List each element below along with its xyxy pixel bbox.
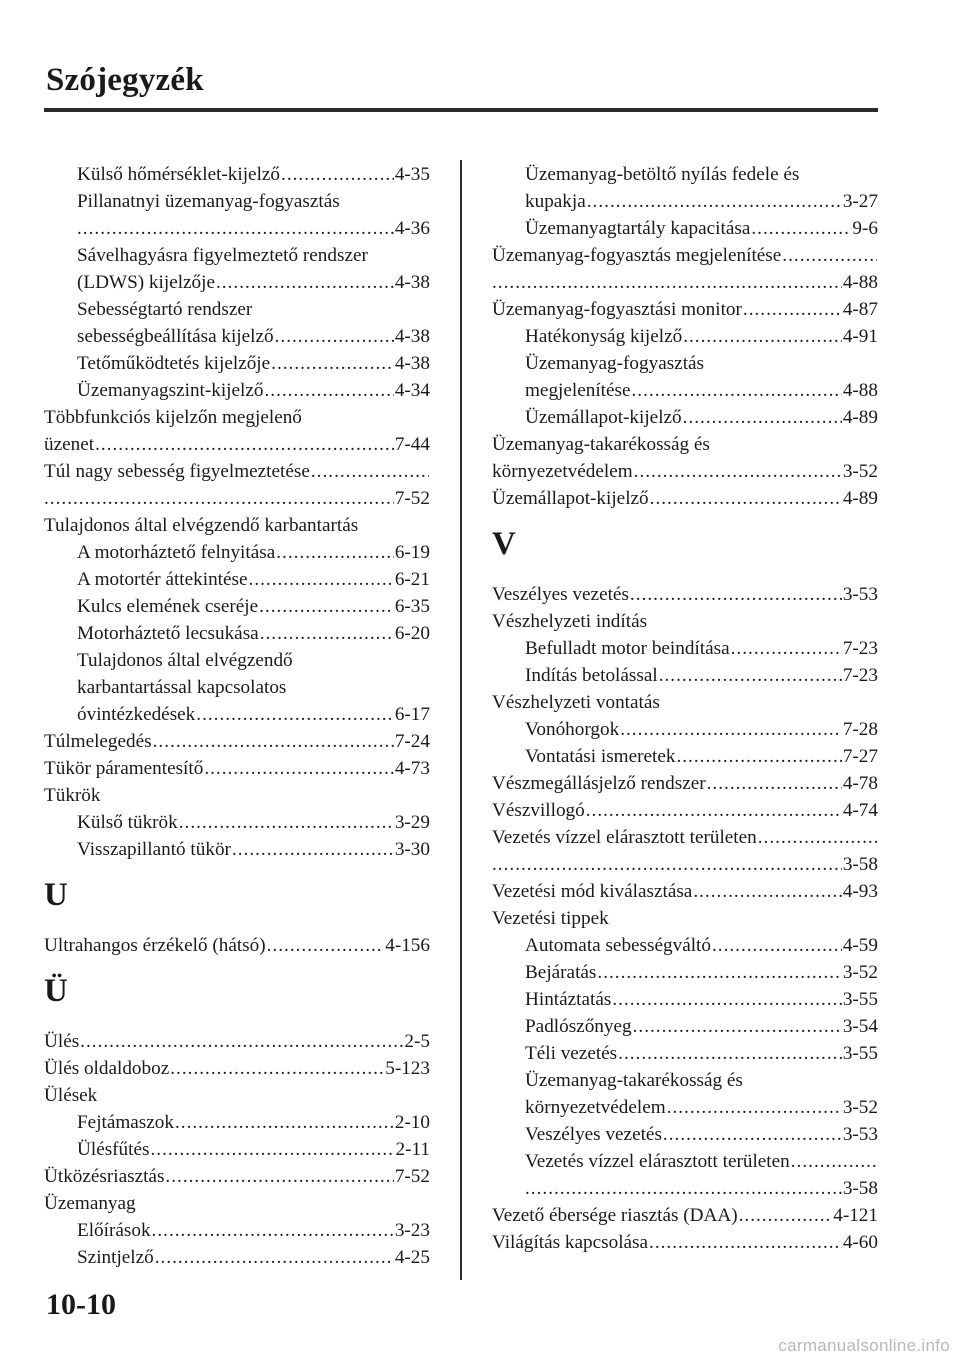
dot-leader — [782, 242, 877, 269]
index-column-right — [492, 161, 878, 1256]
index-entry-term: (LDWS) kijelzője — [77, 272, 215, 293]
watermark: carmanualsonline.info — [778, 1336, 950, 1355]
index-entry-page: 3-30 — [394, 839, 430, 860]
index-entry-page: 6-19 — [394, 542, 430, 563]
dot-leader — [150, 1136, 394, 1163]
index-entry — [492, 797, 878, 824]
dot-leader — [175, 1109, 394, 1136]
index-heading: Vészhelyzeti indítás — [492, 611, 648, 632]
index-entry — [44, 728, 430, 755]
index-entry-page: 6-21 — [394, 569, 430, 590]
index-entry-page: 3-52 — [842, 1097, 878, 1118]
index-entry-page: 6-20 — [394, 623, 430, 644]
dot-leader — [196, 701, 394, 728]
index-entry-term: Veszélyes vezetés — [525, 1124, 662, 1145]
index-entry-term: Üzemanyag-fogyasztási monitor — [492, 299, 742, 320]
index-entry — [44, 215, 430, 242]
index-entry — [44, 620, 430, 647]
index-entry-term: Vészmegállásjelző rendszer — [492, 773, 706, 794]
index-entry-page: 7-23 — [842, 665, 878, 686]
dot-leader — [743, 296, 842, 323]
index-entry-page: 3-55 — [842, 989, 878, 1010]
index-entry-page: 2-10 — [394, 1112, 430, 1133]
index-entry-page: 4-59 — [842, 935, 878, 956]
index-entry-term: Ultrahangos érzékelő (hátsó) — [44, 935, 266, 956]
index-entry — [492, 188, 878, 215]
index-entry-term: Bejáratás — [525, 962, 597, 983]
index-entry — [492, 770, 878, 797]
index-entry — [492, 485, 878, 512]
index-entry — [44, 593, 430, 620]
index-entry — [492, 377, 878, 404]
index-entry — [492, 1013, 878, 1040]
page-number: 10-10 — [46, 1288, 116, 1321]
index-entry-page: 4-34 — [394, 380, 430, 401]
index-entry-term: Vontatási ismeretek — [525, 746, 676, 767]
index-entry-term: Vezetési mód kiválasztása — [492, 881, 693, 902]
index-entry-page: 5-123 — [385, 1058, 430, 1079]
index-entry-term: Üzemanyagtartály kapacitása — [525, 218, 751, 239]
index-entry-page: 4-35 — [394, 164, 430, 185]
index-entry-term: Kulcs elemének cseréje — [77, 596, 259, 617]
index-entry-page: 4-88 — [842, 380, 878, 401]
index-entry — [44, 836, 430, 863]
section-letter: V — [492, 526, 516, 562]
index-entry-page: 4-89 — [842, 488, 878, 509]
index-entry-term: kupakja — [525, 191, 586, 212]
section-letter: U — [44, 877, 68, 913]
index-entry — [492, 716, 878, 743]
index-entry — [492, 959, 878, 986]
index-entry — [44, 1136, 430, 1163]
index-entry-term: Vészvillogó — [492, 800, 585, 821]
index-entry-page: 3-55 — [842, 1043, 878, 1064]
index-entry — [492, 662, 878, 689]
dot-leader — [260, 620, 394, 647]
dot-leader — [281, 161, 394, 188]
index-entry-page: 6-17 — [394, 704, 430, 725]
index-entry-term: Ütközésriasztás — [44, 1166, 165, 1187]
index-entry — [492, 242, 878, 269]
dot-leader — [667, 1094, 842, 1121]
dot-leader — [275, 323, 394, 350]
index-entry-page: 3-54 — [842, 1016, 878, 1037]
index-entry-term: Padlószőnyeg — [525, 1016, 632, 1037]
index-entry-term: környezetvédelem — [492, 461, 633, 482]
index-entry-page: 4-91 — [842, 326, 878, 347]
dot-leader — [492, 851, 842, 878]
index-entry-page: 3-27 — [842, 191, 878, 212]
index-entry — [492, 851, 878, 878]
index-entry-term: Hintáztatás — [525, 989, 612, 1010]
index-entry-page: 2-11 — [395, 1139, 430, 1160]
index-entry-term: Fejtámaszok — [77, 1112, 174, 1133]
dot-leader — [216, 269, 394, 296]
index-entry-term: Indítás betolással — [525, 665, 658, 686]
index-entry — [44, 809, 430, 836]
index-entry-term: Tükör páramentesítő — [44, 758, 204, 779]
index-entry — [44, 539, 430, 566]
index-entry-page: 3-53 — [842, 1124, 878, 1145]
index-entry — [492, 1148, 878, 1175]
index-entry-term: Előírások — [77, 1220, 151, 1241]
index-entry — [492, 458, 878, 485]
dot-leader — [612, 986, 842, 1013]
index-entry — [492, 1202, 878, 1229]
dot-leader — [630, 581, 842, 608]
dot-leader — [170, 1055, 384, 1082]
index-entry — [492, 1175, 878, 1202]
index-entry — [44, 323, 430, 350]
index-entry — [492, 1094, 878, 1121]
index-entry-page: 4-93 — [842, 881, 878, 902]
index-entry-page: 3-23 — [394, 1220, 430, 1241]
dot-leader — [758, 824, 877, 851]
dot-leader — [95, 431, 394, 458]
dot-leader — [634, 458, 842, 485]
dot-leader — [152, 1217, 394, 1244]
index-entry-term: Üzemállapot-kijelző — [525, 407, 682, 428]
index-entry — [44, 1163, 430, 1190]
index-entry-page: 7-24 — [394, 731, 430, 752]
dot-leader — [77, 215, 394, 242]
index-entry-term: Automata sebességváltó — [525, 935, 711, 956]
index-entry — [492, 215, 878, 242]
index-entry-page: 3-52 — [842, 461, 878, 482]
index-entry-page: 4-38 — [394, 326, 430, 347]
dot-leader — [632, 377, 842, 404]
index-entry-page: 4-36 — [394, 218, 430, 239]
index-entry-page: 4-73 — [394, 758, 430, 779]
index-heading: Tükrök — [44, 785, 101, 806]
index-entry — [44, 1055, 430, 1082]
index-entry-term: megjelenítése — [525, 380, 631, 401]
index-entry-term: Külső tükrök — [77, 812, 178, 833]
index-entry-term: Tetőműködtetés kijelzője — [77, 353, 271, 374]
index-heading: Tulajdonos által elvégzendő karbantartás — [44, 515, 359, 536]
index-entry-page: 7-52 — [394, 488, 430, 509]
index-entry-page: 4-121 — [833, 1205, 878, 1226]
index-entry-page: 4-60 — [842, 1232, 878, 1253]
page-title: Szójegyzék — [46, 62, 204, 98]
index-entry-term: Ülés — [44, 1031, 80, 1052]
index-entry-page: 7-23 — [842, 638, 878, 659]
dot-leader — [267, 932, 385, 959]
index-entry-page: 4-38 — [394, 353, 430, 374]
index-entry-term: Téli vezetés — [525, 1043, 618, 1064]
index-entry-page: 4-88 — [842, 272, 878, 293]
index-entry-term: Üzemállapot-kijelző — [492, 488, 649, 509]
index-entry-term: Vezető ébersége riasztás (DAA) — [492, 1205, 738, 1226]
dot-leader — [587, 188, 842, 215]
dot-leader — [492, 269, 842, 296]
index-entry-term: Ülésfűtés — [77, 1139, 150, 1160]
dot-leader — [276, 539, 394, 566]
index-entry — [44, 755, 430, 782]
dot-leader — [618, 1040, 842, 1067]
index-entry — [492, 635, 878, 662]
dot-leader — [153, 728, 394, 755]
index-entry-term: óvintézkedések — [77, 704, 196, 725]
index-entry-term: Befulladt motor beindítása — [525, 638, 730, 659]
dot-leader — [751, 215, 851, 242]
dot-leader — [649, 1229, 842, 1256]
index-entry-page: 7-27 — [842, 746, 878, 767]
index-entry-page: 4-74 — [842, 800, 878, 821]
index-heading: Tulajdonos által elvégzendő — [77, 650, 293, 671]
header-rule — [44, 108, 878, 112]
dot-leader — [707, 770, 842, 797]
dot-leader — [683, 323, 842, 350]
index-entry — [44, 932, 430, 959]
index-column-left — [44, 161, 430, 1271]
index-entry — [492, 581, 878, 608]
index-entry-term: sebességbeállítása kijelző — [77, 326, 274, 347]
dot-leader — [663, 1121, 842, 1148]
dot-leader — [731, 635, 842, 662]
index-entry-term: üzenet — [44, 434, 95, 455]
index-heading: Üzemanyag-fogyasztás — [525, 353, 705, 374]
index-entry-page: 3-58 — [842, 854, 878, 875]
index-entry-page: 7-28 — [842, 719, 878, 740]
index-entry-term: Hatékonyság kijelző — [525, 326, 683, 347]
index-entry — [44, 1217, 430, 1244]
index-entry-term: Világítás kapcsolása — [492, 1232, 649, 1253]
index-entry-page: 7-44 — [394, 434, 430, 455]
index-entry-term: Veszélyes vezetés — [492, 584, 629, 605]
index-entry — [492, 404, 878, 431]
index-entry — [44, 1109, 430, 1136]
dot-leader — [232, 836, 394, 863]
index-entry — [492, 878, 878, 905]
dot-leader — [179, 809, 394, 836]
index-entry-term: A motorháztető felnyitása — [77, 542, 276, 563]
index-entry — [492, 323, 878, 350]
index-entry — [492, 1121, 878, 1148]
index-entry — [492, 1229, 878, 1256]
dot-leader — [264, 377, 393, 404]
dot-leader — [739, 1202, 833, 1229]
index-entry — [492, 932, 878, 959]
index-entry-term: Túl nagy sebesség figyelmeztetése — [44, 461, 310, 482]
index-entry-term: Túlmelegedés — [44, 731, 152, 752]
index-entry-page: 3-53 — [842, 584, 878, 605]
index-entry-term: A motortér áttekintése — [77, 569, 248, 590]
column-divider — [460, 160, 462, 1280]
dot-leader — [80, 1028, 403, 1055]
dot-leader — [44, 485, 394, 512]
index-entry-term: Üzemanyagszint-kijelző — [77, 380, 264, 401]
dot-leader — [676, 743, 841, 770]
section-letter: Ü — [44, 973, 68, 1009]
index-entry — [44, 161, 430, 188]
index-entry — [44, 1244, 430, 1271]
index-entry-page: 7-52 — [394, 1166, 430, 1187]
dot-leader — [259, 593, 394, 620]
dot-leader — [249, 566, 394, 593]
index-entry — [44, 377, 430, 404]
index-entry-page: 3-29 — [394, 812, 430, 833]
dot-leader — [597, 959, 841, 986]
index-entry-page: 4-87 — [842, 299, 878, 320]
index-entry-page: 4-156 — [385, 935, 430, 956]
index-entry-page: 4-25 — [394, 1247, 430, 1268]
index-entry-term: Vezetés vízzel elárasztott területen — [525, 1151, 790, 1172]
index-heading: karbantartással kapcsolatos — [77, 677, 287, 698]
index-entry — [44, 269, 430, 296]
index-entry-term: Szintjelző — [77, 1247, 154, 1268]
index-entry-term: Visszapillantó tükör — [77, 839, 231, 860]
index-heading: Többfunkciós kijelzőn megjelenő — [44, 407, 302, 428]
index-entry — [492, 269, 878, 296]
index-entry — [44, 431, 430, 458]
index-heading: Sebességtartó rendszer — [77, 299, 253, 320]
index-heading: Üzemanyag — [44, 1193, 136, 1214]
index-entry — [492, 743, 878, 770]
index-entry-term: Vezetés vízzel elárasztott területen — [492, 827, 757, 848]
index-entry-page: 3-52 — [842, 962, 878, 983]
dot-leader — [633, 1013, 842, 1040]
index-entry-term: Ülés oldaldoboz — [44, 1058, 170, 1079]
index-entry — [492, 824, 878, 851]
dot-leader — [586, 797, 842, 824]
index-entry-page: 4-78 — [842, 773, 878, 794]
index-entry-term: környezetvédelem — [525, 1097, 666, 1118]
index-entry-page: 4-38 — [394, 272, 430, 293]
index-entry-term: Vonóhorgok — [525, 719, 620, 740]
index-heading: Üzemanyag-betöltő nyílás fedele és — [525, 164, 800, 185]
index-entry-page: 6-35 — [394, 596, 430, 617]
index-entry-page: 9-6 — [852, 218, 878, 239]
dot-leader — [683, 404, 842, 431]
index-entry — [492, 1040, 878, 1067]
index-entry-term: Üzemanyag-fogyasztás megjelenítése — [492, 245, 782, 266]
dot-leader — [204, 755, 394, 782]
index-entry-page: 4-89 — [842, 407, 878, 428]
index-entry-page: 2-5 — [404, 1031, 430, 1052]
index-heading: Üzemanyag-takarékosság és — [525, 1070, 743, 1091]
index-heading: Pillanatnyi üzemanyag-fogyasztás — [77, 191, 340, 212]
index-entry-page: 3-58 — [842, 1178, 878, 1199]
dot-leader — [659, 662, 842, 689]
index-entry — [44, 350, 430, 377]
index-heading: Üzemanyag-takarékosság és — [492, 434, 710, 455]
index-entry-term: Külső hőmérséklet-kijelző — [77, 164, 281, 185]
dot-leader — [155, 1244, 394, 1271]
index-entry — [44, 1028, 430, 1055]
index-heading: Vészhelyzeti vontatás — [492, 692, 660, 713]
dot-leader — [620, 716, 842, 743]
dot-leader — [650, 485, 842, 512]
index-entry — [44, 566, 430, 593]
index-entry — [44, 458, 430, 485]
index-entry — [492, 986, 878, 1013]
dot-leader — [712, 932, 842, 959]
index-entry — [44, 485, 430, 512]
index-heading: Ülések — [44, 1085, 98, 1106]
dot-leader — [791, 1148, 877, 1175]
dot-leader — [311, 458, 429, 485]
index-entry — [492, 296, 878, 323]
dot-leader — [271, 350, 394, 377]
index-heading: Sávelhagyásra figyelmeztető rendszer — [77, 245, 368, 266]
index-entry — [44, 701, 430, 728]
dot-leader — [525, 1175, 842, 1202]
dot-leader — [165, 1163, 393, 1190]
index-entry-term: Motorháztető lecsukása — [77, 623, 259, 644]
index-heading: Vezetési tippek — [492, 908, 609, 929]
dot-leader — [693, 878, 842, 905]
